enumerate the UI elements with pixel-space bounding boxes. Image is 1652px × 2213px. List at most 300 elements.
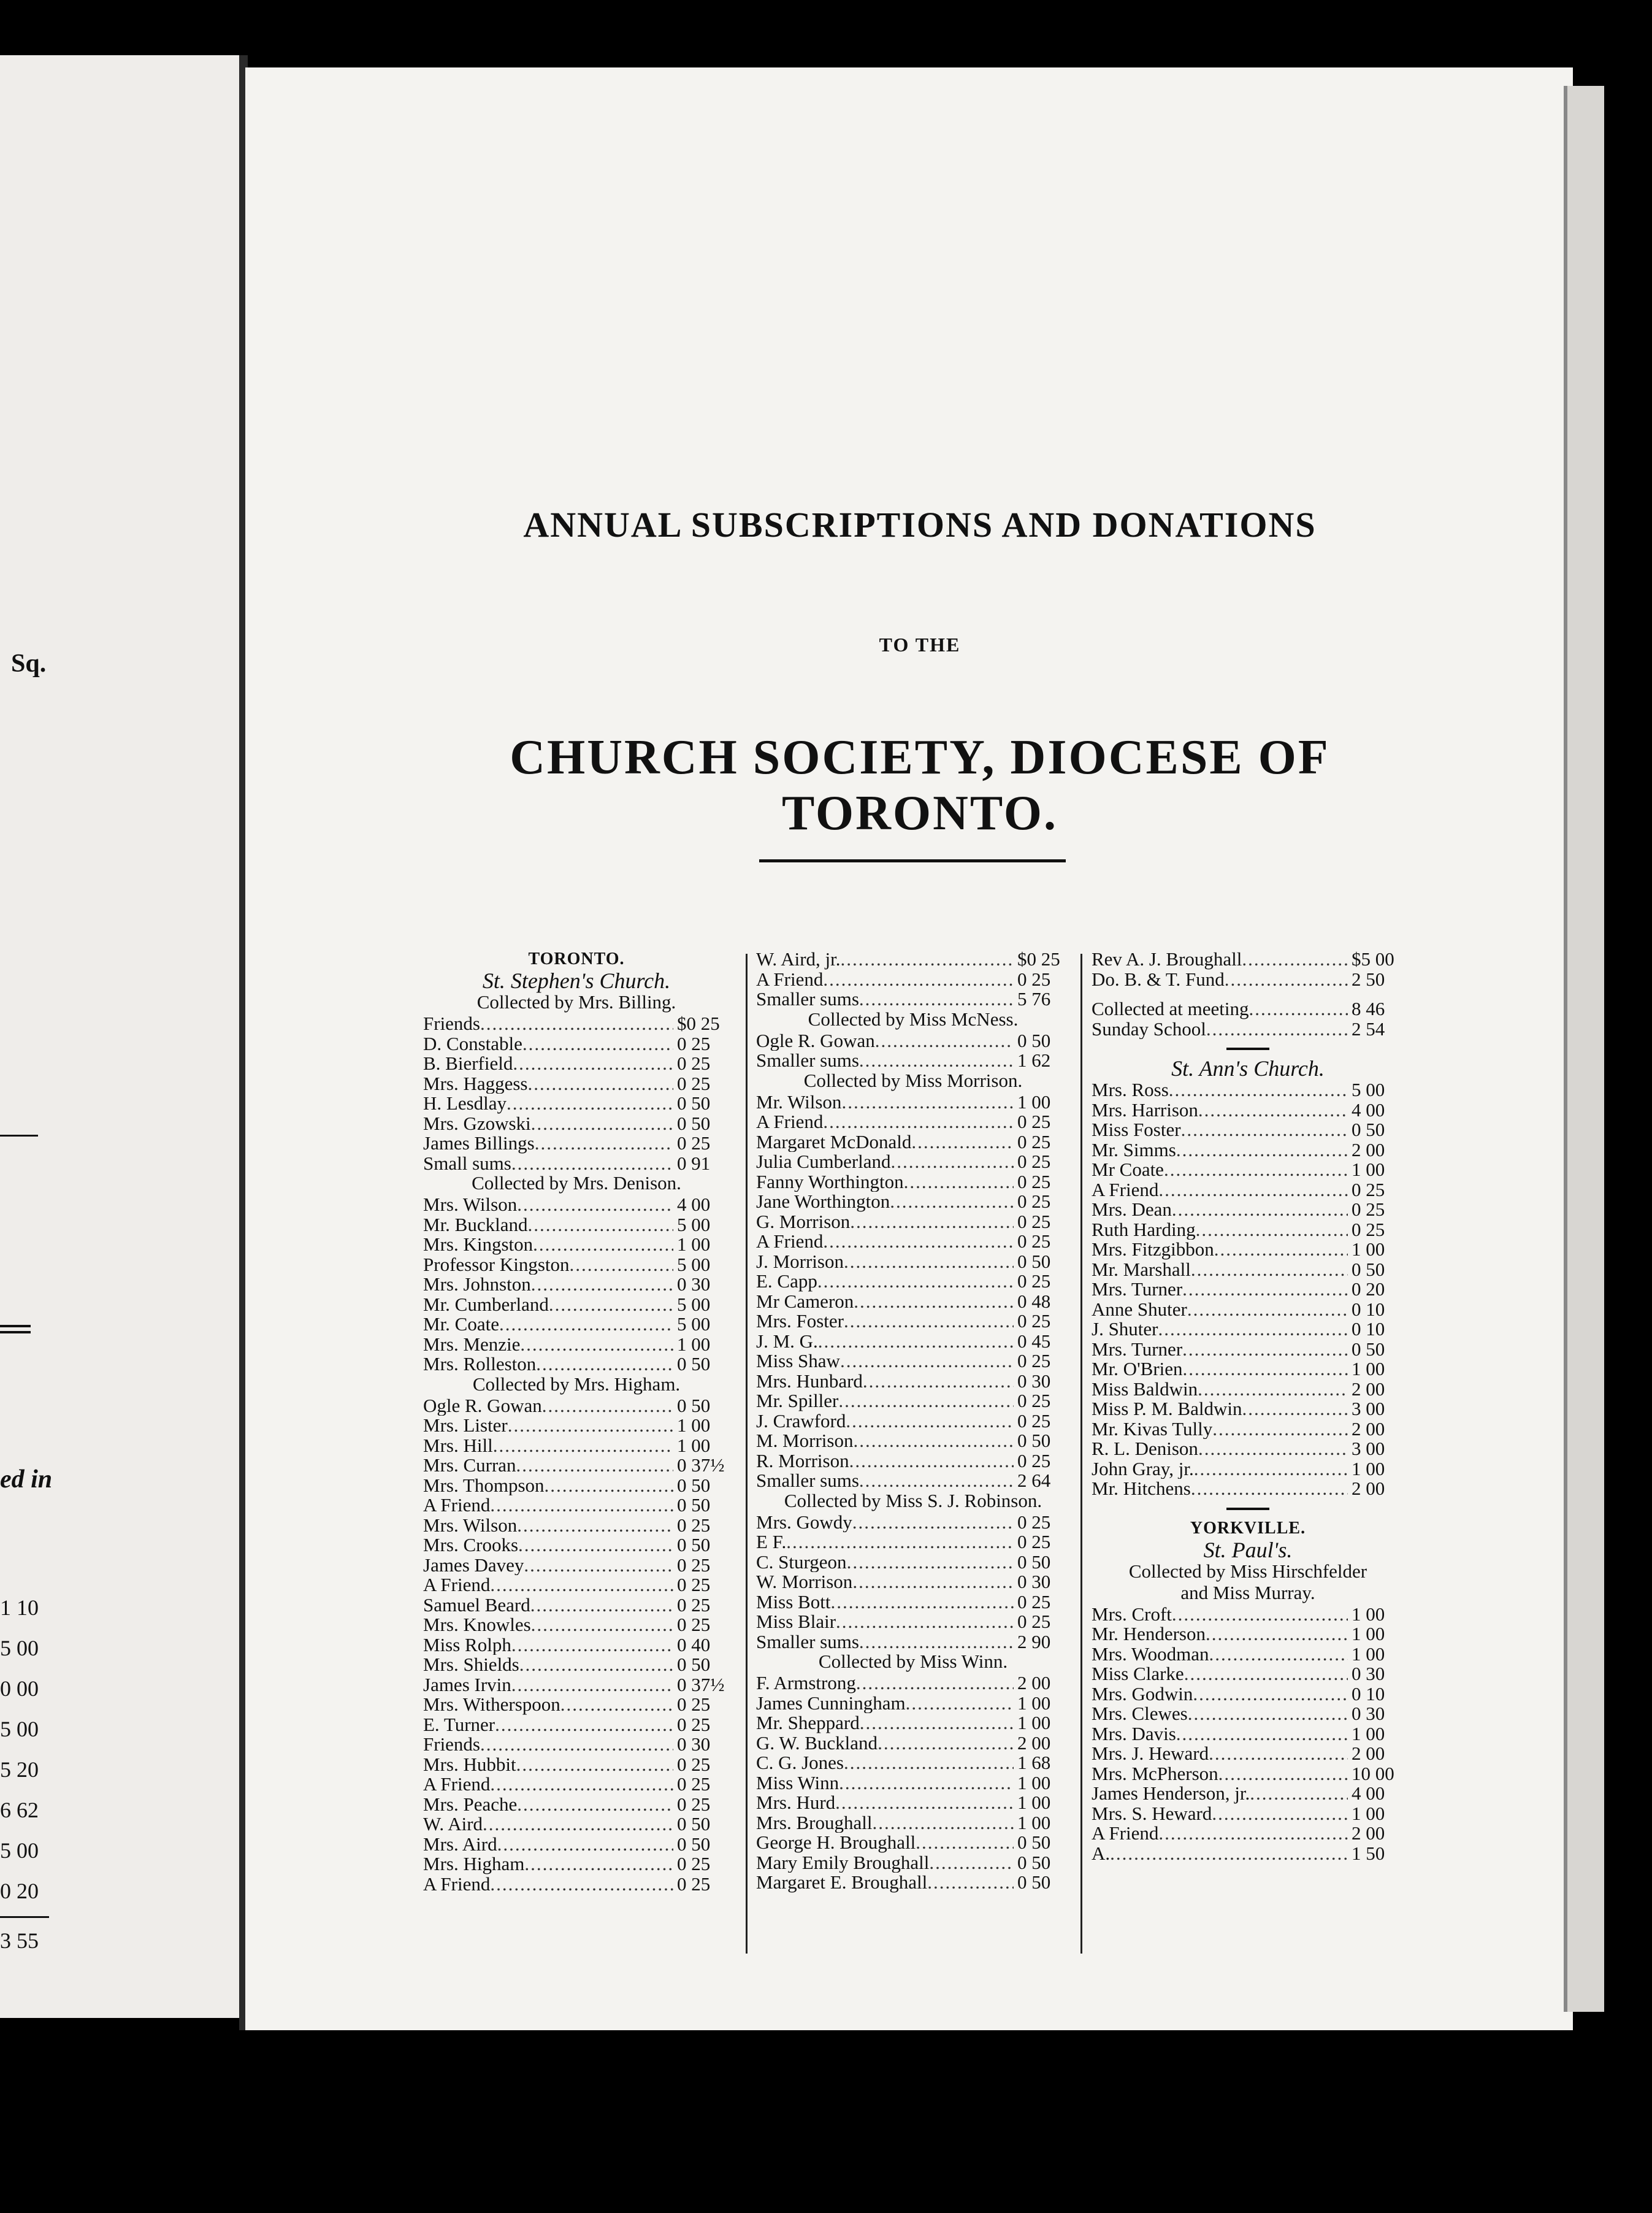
donor-name: Professor Kingston <box>423 1254 570 1275</box>
leader-dots <box>528 1215 674 1235</box>
leader-dots <box>511 1154 673 1174</box>
donor-name: R. L. Denison <box>1092 1439 1198 1459</box>
leader-dots <box>838 1391 1014 1411</box>
donor-name: A Friend <box>756 1112 824 1132</box>
donation-amount: 0 25 <box>1017 1311 1051 1332</box>
leader-dots <box>818 1332 1014 1352</box>
donor-row <box>756 1713 1070 1733</box>
leader-dots <box>516 1755 673 1775</box>
donation-amount: 0 50 <box>677 1834 711 1854</box>
donation-amount: 2 00 <box>1352 1744 1385 1764</box>
leader-dots <box>1191 1479 1348 1499</box>
title-rule <box>759 859 1066 862</box>
leader-dots <box>844 1753 1014 1773</box>
leader-dots <box>1198 1100 1348 1121</box>
donor-name: Mrs. Aird <box>423 1834 497 1854</box>
donor-row <box>423 1516 730 1536</box>
leader-dots <box>1206 1624 1348 1644</box>
leader-dots <box>823 970 1014 990</box>
leader-dots <box>844 1311 1014 1332</box>
collector-heading: Collected by Mrs. Higham. <box>472 1373 681 1395</box>
donor-row <box>756 1431 1070 1451</box>
donation-amount: 4 00 <box>677 1195 711 1215</box>
leader-dots <box>518 1535 673 1555</box>
donation-amount: 5 00 <box>677 1294 711 1314</box>
donor-name: James Cunningham <box>756 1693 906 1713</box>
donor-row <box>1092 1220 1404 1240</box>
leader-dots <box>872 1813 1014 1833</box>
donor-row <box>756 1212 1070 1232</box>
donor-name: Mrs. Turner <box>1092 1279 1183 1300</box>
donation-amount: 0 25 <box>1017 1152 1051 1172</box>
donor-row <box>1092 1100 1404 1121</box>
donor-row <box>756 1051 1070 1071</box>
donor-row <box>756 1172 1070 1192</box>
leader-dots <box>1242 1399 1348 1419</box>
donor-name: Small sums <box>423 1153 511 1173</box>
donor-list <box>756 1092 1070 1491</box>
donation-amount: 0 25 <box>677 1695 711 1715</box>
donation-amount: 0 25 <box>1352 1179 1385 1200</box>
heading-line-3: CHURCH SOCIETY, DIOCESE OF TORONTO. <box>510 731 1330 840</box>
leader-dots <box>846 1411 1014 1432</box>
donation-amount: 0 50 <box>1017 1852 1051 1873</box>
leader-dots <box>1172 1200 1348 1220</box>
place-heading: TORONTO. <box>528 949 625 968</box>
leader-dots <box>560 1695 673 1715</box>
donation-amount: 0 25 <box>677 1575 711 1595</box>
donor-row <box>1092 970 1404 990</box>
donation-amount: 0 50 <box>677 1113 711 1133</box>
donation-amount: 4 00 <box>1352 1100 1385 1120</box>
donor-name: W. Aird <box>423 1814 483 1835</box>
donation-amount: 0 25 <box>1017 1172 1051 1192</box>
leader-dots <box>1110 1844 1348 1864</box>
left-amount: 0 00 <box>0 1676 39 1701</box>
donor-row <box>756 1753 1070 1773</box>
donor-name: Mr Cameron <box>756 1291 854 1311</box>
collector-heading: Collected by Miss Morrison. <box>803 1069 1023 1091</box>
donation-amount: 0 25 <box>677 1774 711 1795</box>
donation-amount: 1 00 <box>1352 1604 1385 1624</box>
donor-name: Mr. Wilson <box>756 1092 842 1112</box>
donor-row <box>756 989 1070 1010</box>
leader-dots <box>1164 1160 1348 1180</box>
donor-row <box>1092 949 1404 970</box>
donation-amount: 2 64 <box>1017 1471 1051 1491</box>
donor-name: M. Morrison <box>756 1431 854 1451</box>
donation-amount: 0 25 <box>677 1595 711 1615</box>
leader-dots <box>859 1632 1014 1652</box>
donor-name: Mrs. Dean <box>1092 1200 1172 1220</box>
donor-name: A. <box>1092 1843 1111 1863</box>
donation-amount: 5 76 <box>1017 989 1051 1010</box>
donor-row <box>423 1695 730 1715</box>
donor-name: J. Crawford <box>756 1411 846 1431</box>
leader-dots <box>841 1092 1014 1113</box>
donor-name: F. Armstrong <box>756 1673 856 1693</box>
donor-name: Mrs. Croft <box>1092 1604 1172 1624</box>
donation-amount: 4 00 <box>1352 1784 1385 1804</box>
donation-amount: 0 25 <box>677 1073 711 1094</box>
donor-name: Smaller sums <box>756 1051 859 1071</box>
collector-heading: Collected by Mrs. Billing. <box>476 991 676 1013</box>
column-1 <box>423 949 730 1894</box>
donor-list <box>756 1031 1070 1071</box>
donation-amount: 1 00 <box>677 1416 711 1436</box>
leader-dots <box>1182 1279 1348 1300</box>
donor-row <box>1092 1744 1404 1764</box>
donor-row <box>423 1295 730 1315</box>
donation-amount: 0 50 <box>1017 1030 1051 1051</box>
donation-amount: 0 37½ <box>677 1674 725 1695</box>
donor-row <box>756 1612 1070 1632</box>
column-2 <box>756 949 1070 1893</box>
donor-row <box>1092 1200 1404 1220</box>
left-rule <box>0 1135 38 1137</box>
donor-name: Mrs. Gzowski <box>423 1113 531 1133</box>
leader-dots <box>891 1152 1014 1172</box>
donor-name: Mrs. Curran <box>423 1456 516 1476</box>
donor-name: Mrs. Shields <box>423 1655 519 1675</box>
donation-amount: 2 90 <box>1017 1632 1051 1652</box>
donor-row <box>756 1532 1070 1552</box>
leader-dots <box>835 1793 1014 1813</box>
leader-dots <box>844 1252 1014 1272</box>
donation-amount: 2 00 <box>1017 1733 1051 1753</box>
leader-dots <box>516 1456 673 1476</box>
donor-name: Julia Cumberland <box>756 1152 891 1172</box>
church-heading: St. Stephen's Church. <box>482 968 671 993</box>
left-amount: 0 20 <box>0 1879 39 1903</box>
donor-row <box>423 1854 730 1874</box>
leader-dots <box>847 1552 1014 1573</box>
donor-row <box>1092 1300 1404 1320</box>
section-rule <box>1226 1048 1269 1050</box>
donation-amount: 0 50 <box>677 1814 711 1835</box>
donation-amount: 0 50 <box>677 1354 711 1375</box>
leader-dots <box>1218 1764 1348 1784</box>
donation-amount: 0 25 <box>677 1714 711 1735</box>
donor-list <box>423 1014 730 1173</box>
donation-amount: 1 00 <box>1352 1359 1385 1379</box>
donation-amount: 1 00 <box>1017 1773 1051 1793</box>
donor-row <box>1092 1684 1404 1705</box>
donor-row <box>1092 1784 1404 1804</box>
donor-name: George H. Broughall <box>756 1833 916 1853</box>
donor-row <box>423 1094 730 1114</box>
donation-amount: 0 10 <box>1352 1684 1385 1704</box>
donation-amount: 1 00 <box>1017 1793 1051 1813</box>
donor-name: Rev A. J. Broughall <box>1092 949 1242 970</box>
donor-row <box>756 1351 1070 1371</box>
leader-dots <box>524 1555 673 1576</box>
leader-dots <box>1176 1140 1348 1160</box>
leader-dots <box>1250 1784 1348 1804</box>
donation-amount: 0 50 <box>1017 1833 1051 1853</box>
donation-amount: 0 50 <box>1352 1259 1385 1279</box>
donor-name: A Friend <box>423 1774 491 1795</box>
collector-heading: Collected by Miss Winn. <box>818 1651 1008 1672</box>
donor-row <box>423 1396 730 1416</box>
donor-name: A Friend <box>756 1232 824 1252</box>
donation-amount: 1 00 <box>677 1334 711 1354</box>
donation-amount: 0 50 <box>677 1535 711 1555</box>
leader-dots <box>490 1774 673 1795</box>
donor-name: C. Sturgeon <box>756 1552 847 1572</box>
donor-row <box>756 1092 1070 1113</box>
donor-name: A Friend <box>1092 1179 1159 1200</box>
donor-name: Mrs. Witherspoon <box>423 1695 560 1715</box>
leader-dots <box>1198 1439 1348 1459</box>
donor-name: Mrs. Turner <box>1092 1339 1183 1359</box>
donor-row <box>1092 1605 1404 1625</box>
donation-amount: 5 00 <box>677 1254 711 1275</box>
leader-dots <box>823 1112 1014 1132</box>
donor-row <box>423 1054 730 1074</box>
donor-row <box>423 1655 730 1675</box>
leader-dots <box>490 1575 673 1595</box>
donor-name: Miss Blair <box>756 1612 836 1632</box>
leader-dots <box>841 949 1014 970</box>
donation-amount: 3 00 <box>1352 1399 1385 1419</box>
leader-dots <box>875 1031 1014 1051</box>
donation-amount: 0 50 <box>1017 1873 1051 1893</box>
leader-dots <box>859 989 1014 1010</box>
donation-amount: 0 25 <box>1017 969 1051 989</box>
donor-name: Mr. Hitchens <box>1092 1479 1191 1499</box>
donor-name: Miss Winn <box>756 1773 839 1793</box>
donor-name: Mrs. Fitzgibbon <box>1092 1240 1214 1260</box>
column-separator <box>746 954 748 1954</box>
donor-row <box>1092 1240 1404 1260</box>
collector-heading: Collected by Miss McNess. <box>808 1008 1019 1030</box>
donor-name: Mr. O'Brien <box>1092 1359 1183 1379</box>
leader-dots <box>853 1431 1014 1451</box>
leader-dots <box>1212 1419 1348 1440</box>
donor-row <box>423 1795 730 1815</box>
leader-dots <box>904 1172 1014 1192</box>
donation-amount: 0 91 <box>677 1153 711 1173</box>
donor-row <box>1092 1804 1404 1824</box>
donor-row <box>756 1673 1070 1693</box>
donor-row <box>756 1192 1070 1212</box>
donor-name: Mr Coate <box>1092 1160 1164 1180</box>
donor-name: Miss Foster <box>1092 1120 1181 1140</box>
donation-amount: 0 50 <box>1017 1431 1051 1451</box>
donation-amount: 0 50 <box>1352 1120 1385 1140</box>
donor-name: Fanny Worthington <box>756 1172 904 1192</box>
donor-row <box>1092 1019 1404 1040</box>
left-amount: 6 62 <box>0 1798 39 1822</box>
donation-amount: 1 00 <box>1017 1812 1051 1833</box>
donor-name: Mrs. Foster <box>756 1311 844 1332</box>
donor-row <box>1092 1359 1404 1379</box>
donation-amount: 0 25 <box>677 1515 711 1535</box>
donation-amount: 0 50 <box>677 1395 711 1416</box>
collector-heading: Collected by Miss S. J. Robinson. <box>784 1489 1042 1511</box>
donor-list <box>756 1673 1070 1893</box>
donor-name: E. Capp <box>756 1271 817 1292</box>
donor-name: Mrs. Hunbard <box>756 1371 863 1391</box>
donor-name: Miss Rolph <box>423 1635 511 1655</box>
donor-name: A Friend <box>423 1575 491 1595</box>
donation-amount: 0 25 <box>1017 1351 1051 1371</box>
donor-row <box>423 1774 730 1795</box>
donor-name: Smaller sums <box>756 1632 859 1652</box>
donation-amount: 1 50 <box>1352 1843 1385 1863</box>
donation-amount: 2 00 <box>1017 1673 1051 1693</box>
column-separator <box>1080 954 1082 1954</box>
donor-name: G. Morrison <box>756 1211 851 1232</box>
donor-name: W. Aird, jr. <box>756 949 841 970</box>
donation-amount: $0 25 <box>1017 949 1060 970</box>
donation-amount: 3 00 <box>1352 1439 1385 1459</box>
donor-name: Mrs. Johnston <box>423 1275 531 1295</box>
donor-name: Mrs. Davis <box>1092 1724 1176 1744</box>
donor-name: Mrs. Harrison <box>1092 1100 1198 1120</box>
donor-name: Mrs. Thompson <box>423 1475 545 1495</box>
donor-row <box>1092 1120 1404 1140</box>
leader-dots <box>490 1874 673 1895</box>
donor-row <box>756 1252 1070 1272</box>
donor-list <box>423 1195 730 1375</box>
donation-amount: 8 46 <box>1352 999 1385 1019</box>
donor-row <box>756 949 1070 970</box>
donation-amount: $5 00 <box>1352 949 1394 970</box>
donor-row <box>423 1495 730 1516</box>
donor-name: Mrs. Wilson <box>423 1515 518 1535</box>
donation-amount: 10 00 <box>1352 1763 1394 1784</box>
donor-name: Mr. Henderson <box>1092 1624 1206 1644</box>
donation-amount: 0 25 <box>1017 1532 1051 1552</box>
donor-name: Margaret McDonald <box>756 1132 912 1152</box>
donor-list <box>756 1513 1070 1652</box>
donor-row <box>756 1833 1070 1853</box>
donor-list <box>1092 949 1404 989</box>
donor-row <box>423 1456 730 1476</box>
donor-row <box>423 1235 730 1255</box>
donation-amount: 0 10 <box>1352 1319 1385 1340</box>
leader-dots <box>513 1054 673 1074</box>
heading-line-1: ANNUAL SUBSCRIPTIONS AND DONATIONS <box>523 505 1317 545</box>
donor-name: D. Constable <box>423 1034 522 1054</box>
donor-row <box>756 1332 1070 1352</box>
donor-name: Miss Clarke <box>1092 1664 1184 1684</box>
donation-amount: 0 25 <box>1017 1512 1051 1532</box>
leader-dots <box>1193 1684 1348 1705</box>
donor-row <box>423 1133 730 1154</box>
leader-dots <box>1184 1664 1348 1684</box>
donation-amount: 2 00 <box>1352 1379 1385 1399</box>
collector-heading: Collected by Miss Hirschfelder <box>1128 1560 1367 1582</box>
left-amount: 5 20 <box>0 1757 39 1782</box>
donor-name: Do. B. & T. Fund <box>1092 969 1225 989</box>
donor-name: A Friend <box>1092 1824 1159 1844</box>
donation-amount: 1 62 <box>1017 1051 1051 1071</box>
leader-dots <box>1249 999 1348 1019</box>
donor-name: A Friend <box>756 969 824 989</box>
donation-amount: 0 30 <box>677 1275 711 1295</box>
donation-amount: 0 25 <box>1017 1232 1051 1252</box>
leader-dots <box>929 1853 1014 1873</box>
leader-dots <box>859 1471 1014 1491</box>
donation-amount: 0 50 <box>677 1475 711 1495</box>
donor-row <box>756 1391 1070 1411</box>
leader-dots <box>1176 1724 1348 1744</box>
donor-name: A Friend <box>423 1495 491 1516</box>
collector-heading: and Miss Murray. <box>1180 1581 1315 1603</box>
left-total-rule <box>0 1916 49 1918</box>
donation-amount: 0 25 <box>1017 1192 1051 1212</box>
donation-amount: 0 25 <box>1017 1451 1051 1471</box>
donation-amount: 1 00 <box>677 1235 711 1255</box>
leader-dots <box>531 1275 673 1295</box>
donor-row <box>1092 1160 1404 1180</box>
donor-row <box>756 1592 1070 1613</box>
donor-row <box>423 1814 730 1835</box>
donor-row <box>423 1034 730 1054</box>
donor-row <box>423 1675 730 1695</box>
donation-amount: 0 25 <box>1017 1612 1051 1632</box>
donor-name: Friends <box>423 1014 480 1034</box>
leader-dots <box>830 1592 1014 1613</box>
donor-name: Mrs. Clewes <box>1092 1704 1188 1724</box>
leader-dots <box>1182 1340 1348 1360</box>
donor-name: E F. <box>756 1532 787 1552</box>
donor-name: J. Morrison <box>756 1251 844 1271</box>
donor-name: Mrs. S. Heward <box>1092 1803 1212 1824</box>
leader-dots <box>499 1314 673 1335</box>
donor-name: J. Shuter <box>1092 1319 1158 1340</box>
leader-dots <box>859 1051 1014 1071</box>
donor-row <box>423 1575 730 1595</box>
donation-amount: 0 45 <box>1017 1331 1051 1351</box>
heading-line-2: TO THE <box>879 634 961 656</box>
donor-name: Collected at meeting <box>1092 999 1249 1019</box>
donor-row <box>423 1114 730 1134</box>
donor-row <box>756 1873 1070 1893</box>
donor-name: John Gray, jr. <box>1092 1459 1194 1479</box>
donor-name: W. Morrison <box>756 1572 853 1592</box>
leader-dots <box>839 1773 1014 1793</box>
donation-amount: 1 00 <box>1017 1693 1051 1713</box>
donor-row <box>423 1715 730 1735</box>
leader-dots <box>490 1495 673 1516</box>
leader-dots <box>878 1733 1014 1754</box>
leader-dots <box>507 1094 673 1114</box>
donation-amount: 0 25 <box>1017 1112 1051 1132</box>
leader-dots <box>531 1615 673 1635</box>
donor-name: G. W. Buckland <box>756 1733 878 1753</box>
donor-row <box>756 1471 1070 1491</box>
donor-name: Sunday School <box>1092 1019 1206 1039</box>
donor-list <box>423 1396 730 1895</box>
leader-dots <box>850 1212 1014 1232</box>
leader-dots <box>517 1795 673 1815</box>
donor-name: Mrs. McPherson <box>1092 1763 1218 1784</box>
leader-dots <box>531 1114 673 1134</box>
donor-name: Mrs. Hill <box>423 1435 493 1456</box>
donation-amount: 0 50 <box>1017 1251 1051 1271</box>
leader-dots <box>535 1133 673 1154</box>
left-fragment-ed-in: ed in <box>0 1465 53 1494</box>
leader-dots <box>1194 1459 1348 1479</box>
donor-row <box>1092 1844 1404 1864</box>
donation-amount: 1 00 <box>1352 1624 1385 1644</box>
donor-name: James Davey <box>423 1555 524 1575</box>
donation-amount: 0 25 <box>1017 1211 1051 1232</box>
